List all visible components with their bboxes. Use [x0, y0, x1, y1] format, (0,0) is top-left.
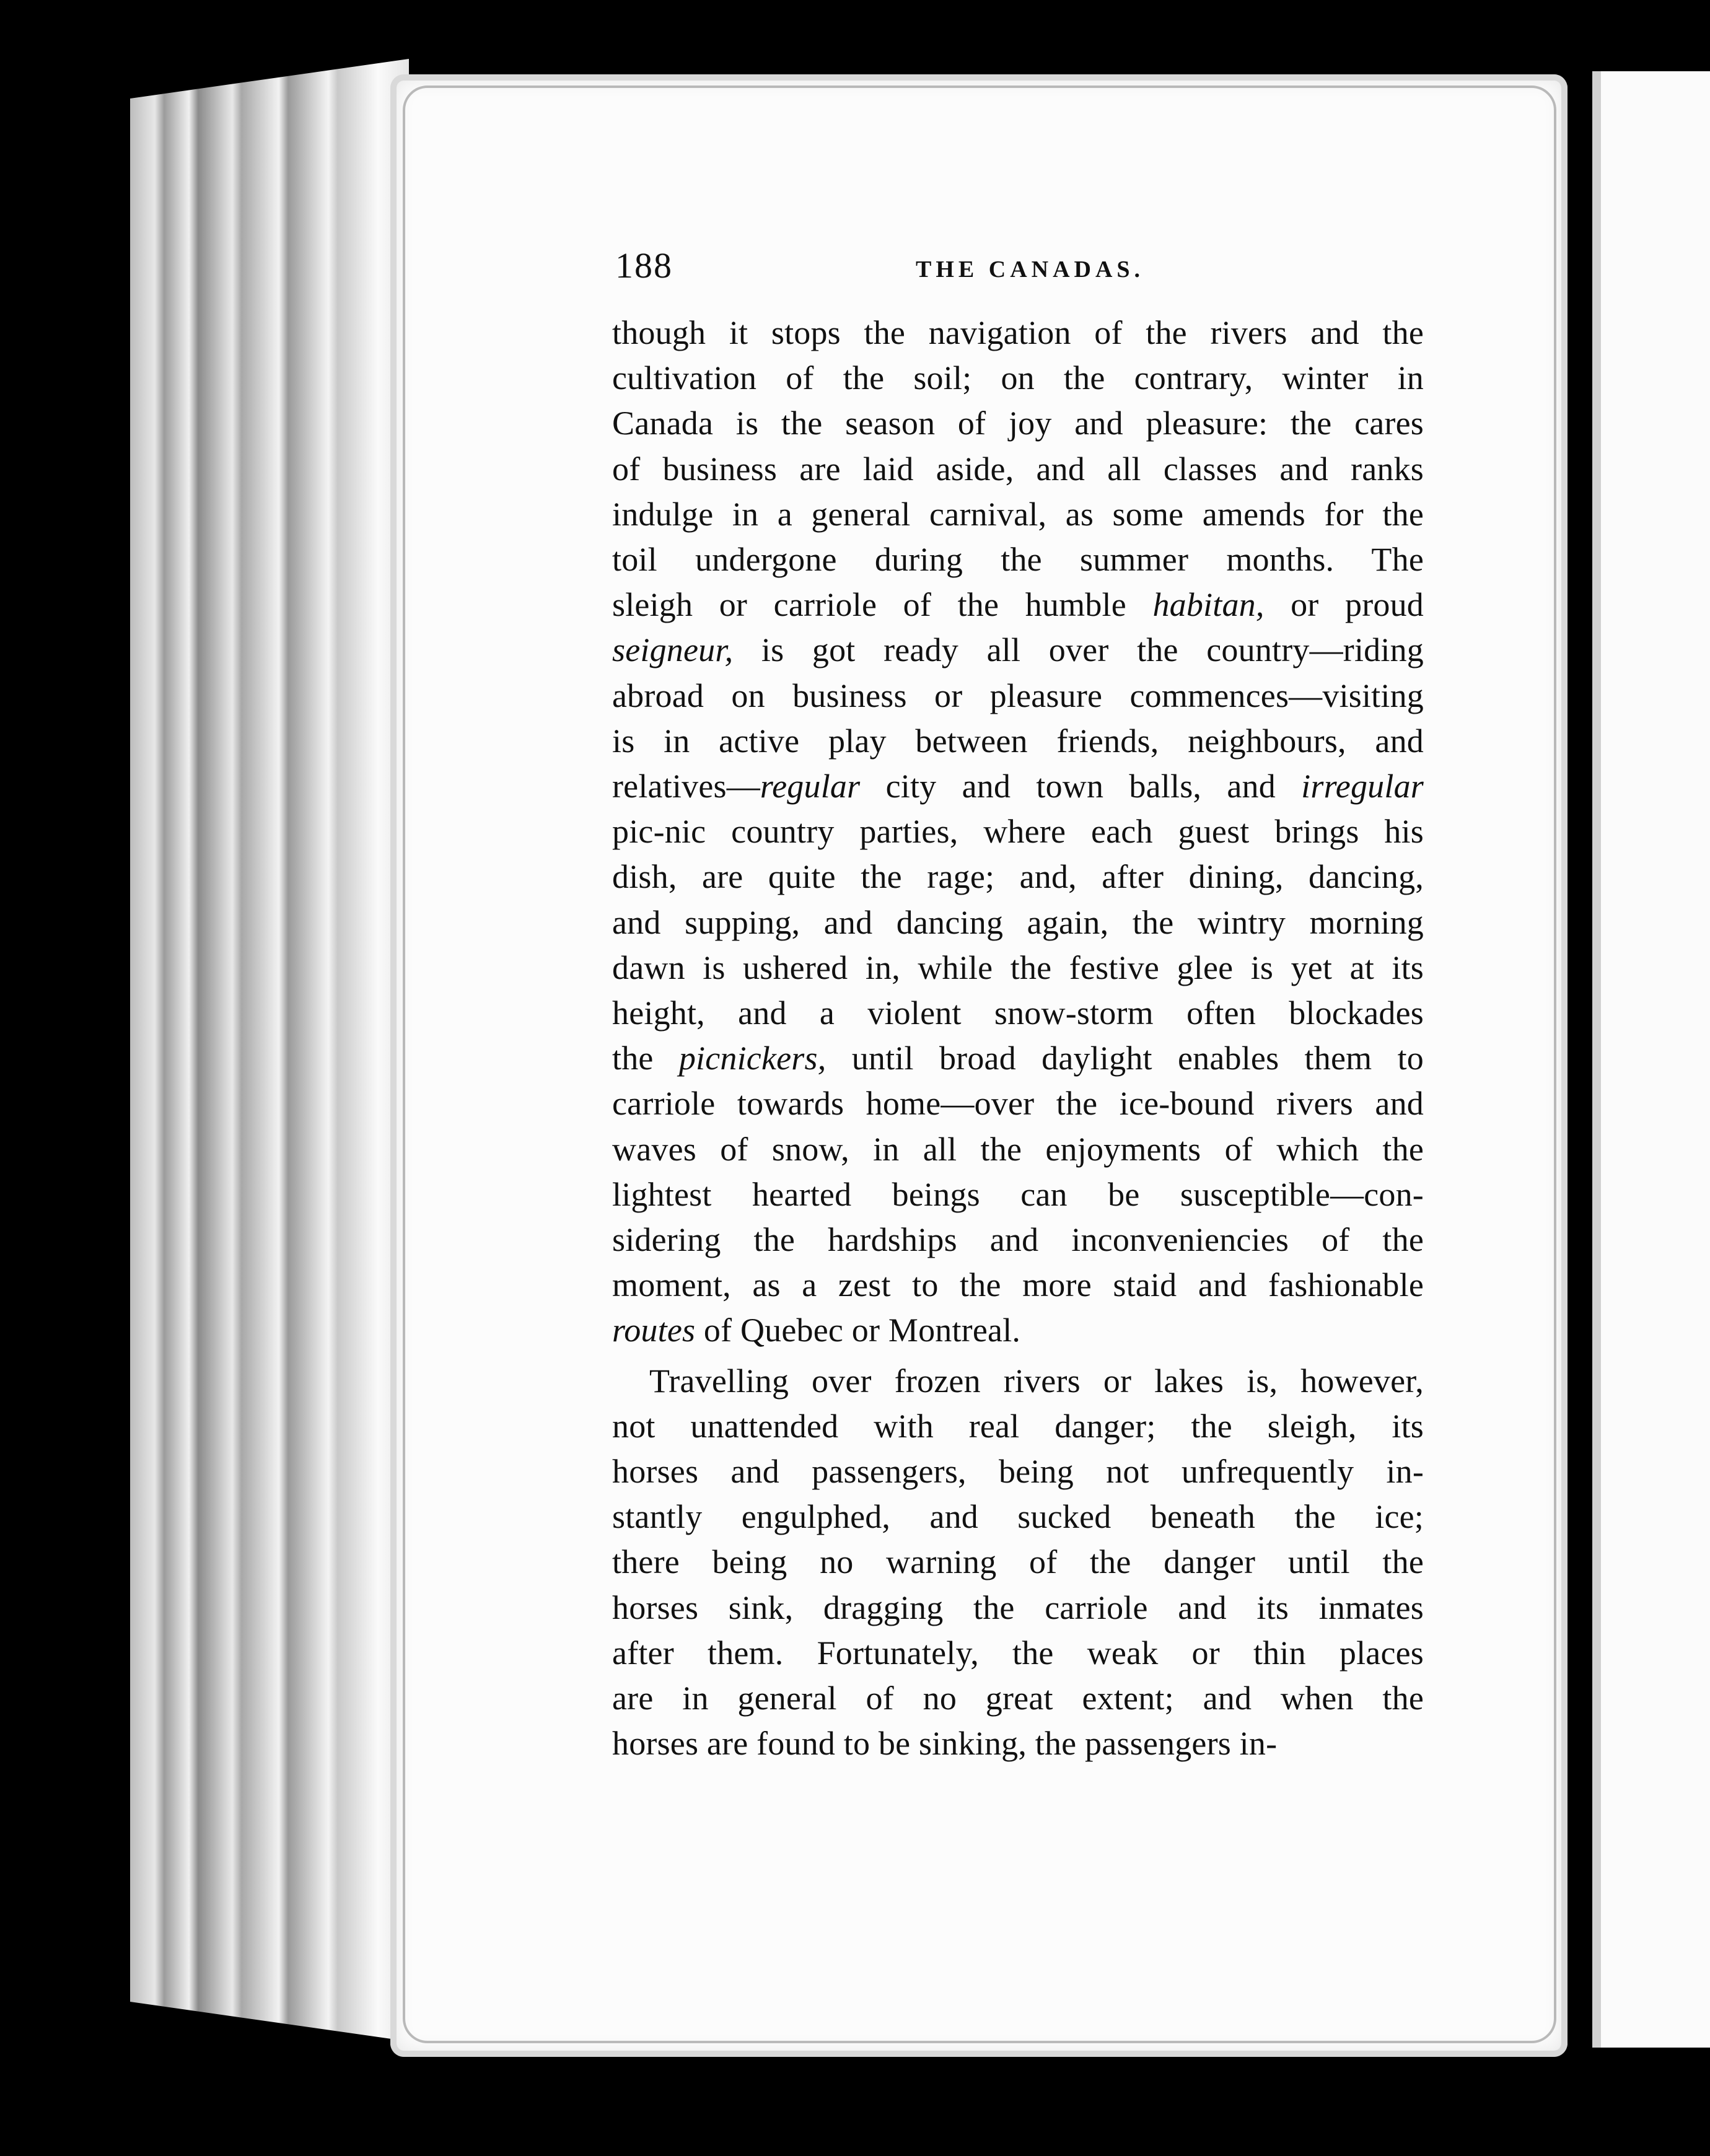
running-head: [612, 245, 1424, 288]
text-line: the picnickers, until broad daylight enables them to: [612, 1040, 1424, 1077]
text-line: horses sink, dragging the carriole and its inmates: [612, 1589, 1424, 1626]
text-line: toil undergone during the summer months. The: [612, 541, 1424, 579]
page-text: [612, 245, 1424, 1767]
text-line: is in active play between friends, neighbours, and: [612, 722, 1424, 760]
text-line: horses are found to be sinking, the passengers in-: [612, 1725, 1278, 1763]
page-number: 188: [615, 245, 673, 286]
text-line: after them. Fortunately, the weak or thin places: [612, 1634, 1424, 1672]
text-line: seigneur, is got ready all over the country—riding: [612, 631, 1424, 669]
text-line: routes of Quebec or Montreal.: [612, 1312, 1021, 1349]
paragraph-1: [612, 310, 1424, 1354]
page-edges: [130, 59, 409, 2041]
paragraph-2: [612, 1359, 1424, 1767]
text-line: relatives—regular city and town balls, and irregular: [612, 768, 1424, 805]
text-line: and supping, and dancing again, the wintry morning: [612, 903, 1424, 941]
text-line: there being no warning of the danger until the: [612, 1543, 1424, 1581]
text-line: height, and a violent snow-storm often blockades: [612, 994, 1424, 1032]
next-page-edge: [1592, 71, 1710, 2048]
text-line: sleigh or carriole of the humble habitan, or proud: [612, 586, 1424, 624]
running-title: THE CANADAS.: [916, 256, 1145, 283]
text-line: Canada is the season of joy and pleasure: the cares: [612, 405, 1424, 442]
text-line: cultivation of the soil; on the contrary, winter in: [612, 359, 1424, 397]
text-line: stantly engulphed, and sucked beneath the ice;: [612, 1498, 1424, 1536]
text-line: lightest hearted beings can be susceptible—con-: [612, 1175, 1424, 1213]
text-line: not unattended with real danger; the sleigh, its: [612, 1407, 1424, 1445]
text-line: though it stops the navigation of the rivers and the: [612, 314, 1424, 351]
text-line: horses and passengers, being not unfrequently in-: [612, 1453, 1424, 1491]
text-line: are in general of no great extent; and when the: [612, 1680, 1424, 1717]
text-line: sidering the hardships and inconveniencies of the: [612, 1221, 1424, 1259]
text-line: pic-nic country parties, where each guest brings his: [612, 813, 1424, 851]
text-line: indulge in a general carnival, as some amends for the: [612, 495, 1424, 533]
text-line: dawn is ushered in, while the festive glee is yet at its: [612, 949, 1424, 986]
text-line: moment, as a zest to the more staid and fashionable: [612, 1266, 1424, 1304]
text-line: of business are laid aside, and all classes and ranks: [612, 450, 1424, 488]
text-line: abroad on business or pleasure commences—visiting: [612, 677, 1424, 714]
text-line: carriole towards home—over the ice-bound rivers and: [612, 1085, 1424, 1123]
text-line: dish, are quite the rage; and, after dining, dancing,: [612, 858, 1424, 896]
text-line: waves of snow, in all the enjoyments of which the: [612, 1130, 1424, 1168]
text-line: Travelling over frozen rivers or lakes is, however,: [649, 1362, 1424, 1400]
